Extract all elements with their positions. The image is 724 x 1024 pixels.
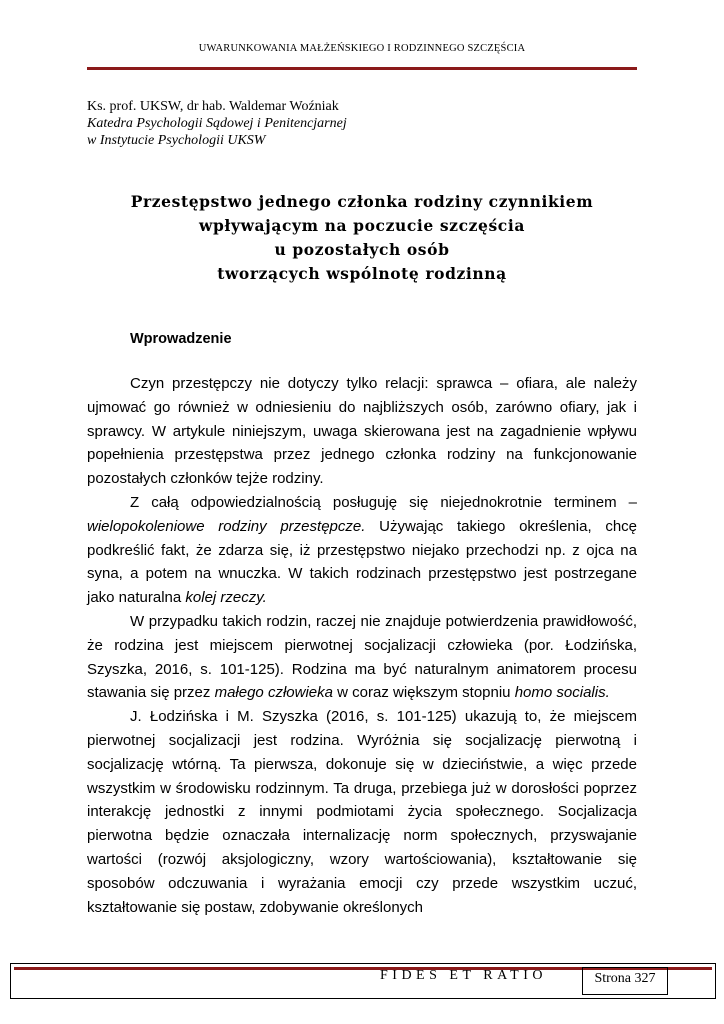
paragraph-2-text-b: Używając takiego określenia, chcę podkreślić fakt, że zdarza się, iż przestępstwo niejako przechodzi np. z ojca na syna, a potem na wnuczka. W takich rodzinach przestępstwo jest postrzegane jako naturalna — [87, 517, 638, 607]
paragraph-4: J. Łodzińska i M. Szyszka (2016, s. 101-125) ukazują to, że miejscem pierwotnej socjalizacji jest rodzina. Wyróżnia się socjalizację pierwotną i socjalizację wtórną. Ta pierwsza, dokonuje się w dzieciństwie, a więc przede wszystkim w środowisku rodzinnym. Ta druga, przebiega już w dorosłości poprzez interakcję jednostki z innymi podmiotami życia społecznego. Socjalizacja pierwotna będzie oznaczała internalizację norm społecznych, przyswajanie wartości (rozwój aksjologiczny, wzory wartościowania), kształtowanie się sposobów odczuwania i wyrażania emocji czy przede wszystkim uczuć, kształtowanie się postaw, zdobywanie określonych — [87, 708, 637, 916]
paragraph-2-italic-1: wielopokoleniowe rodziny przestępcze. — [87, 517, 366, 535]
author-affiliation-1: Katedra Psychologii Sądowej i Penitencjarnej — [87, 116, 347, 131]
title-line-3: u pozostałych osób — [274, 240, 450, 259]
page-number: Strona 327 — [594, 971, 656, 986]
title-line-4: tworzących wspólnotę rodzinną — [217, 264, 507, 283]
title-line-2: wpływającym na poczucie szczęścia — [199, 216, 525, 235]
section-heading: Wprowadzenie — [130, 331, 232, 347]
title-line-1: Przestępstwo jednego członka rodziny czynnikiem — [130, 192, 594, 211]
journal-name: FIDES ET RATIO — [380, 968, 547, 983]
author-affiliation-2: w Instytucie Psychologii UKSW — [87, 133, 266, 148]
article-body — [87, 372, 637, 919]
paragraph-3-italic-1: małego człowieka — [214, 684, 333, 702]
running-head: UWARUNKOWANIA MAŁŻEŃSKIEGO I RODZINNEGO SZCZĘŚCIA — [198, 43, 526, 54]
paragraph-3-italic-2: homo socialis. — [514, 684, 610, 702]
author-block — [87, 98, 347, 149]
author-name: Ks. prof. UKSW, dr hab. Waldemar Woźniak — [87, 99, 339, 114]
paragraph-2-text-a: Z całą odpowiedzialnością posługuję się niejednokrotnie terminem – — [130, 493, 637, 511]
header-rule — [87, 67, 637, 70]
paragraph-2-italic-2: kolej rzeczy. — [185, 589, 267, 607]
paragraph-3-text-b: w coraz większym stopniu — [337, 684, 511, 702]
paragraph-3-text-a: W przypadku takich rodzin, raczej nie znajduje potwierdzenia prawidłowość, że rodzina jest miejscem pierwotnej socjalizacji człowieka (por. Łodzińska, Szyszka, 2016, s. 101-125). Rodzina ma być naturalnym animatorem procesu stawania się przez — [87, 612, 637, 702]
paragraph-2 — [87, 491, 637, 610]
paragraph-1: Czyn przestępczy nie dotyczy tylko relacji: sprawca – ofiara, ale należy ujmować go również w odniesieniu do najbliższych osób, zarówno ofiary, jak i sprawcy. W artykule niniejszym, uwaga skierowana jest na zagadnienie wpływu popełnienia przestępstwa przez jednego członka rodziny na funkcjonowanie pozostałych członków tejże rodziny. — [87, 375, 637, 488]
article-title — [87, 190, 637, 286]
paragraph-3 — [87, 610, 637, 705]
